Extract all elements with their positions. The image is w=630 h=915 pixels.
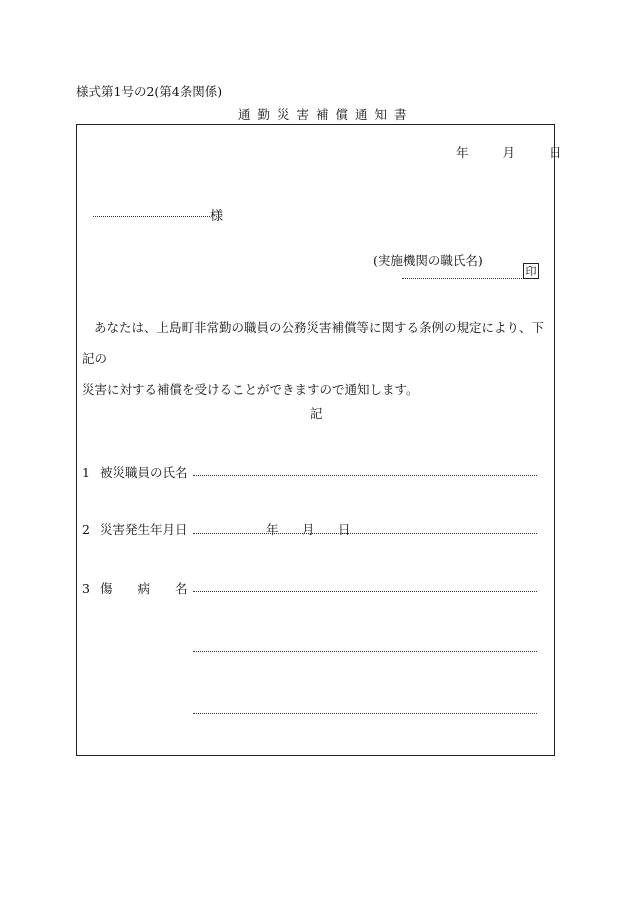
- issuer-name-line[interactable]: [402, 278, 522, 279]
- item-2-label: 災害発生年月日: [100, 522, 188, 537]
- item-2: [82, 520, 188, 538]
- form-number: 様式第1号の2(第4条関係): [76, 84, 223, 99]
- notice-date: [456, 143, 561, 161]
- item-3-label: 傷 病 名: [100, 581, 188, 596]
- date-month: 月: [502, 145, 515, 160]
- item-1: [82, 463, 188, 481]
- incident-date-year: 年: [266, 522, 279, 537]
- body-line-1: あなたは、上島町非常勤の職員の公務災害補償等に関する条例の規定により、下記の: [82, 320, 545, 366]
- victim-name-field[interactable]: [193, 475, 537, 476]
- incident-date-month: 月: [302, 522, 315, 537]
- body-line-2: 災害に対する補償を受けることができますので通知します。: [82, 382, 419, 397]
- item-1-number: 1: [82, 465, 90, 480]
- date-year: 年: [456, 145, 469, 160]
- notice-body: [82, 312, 552, 405]
- document-title: 通勤災害補償通知書: [238, 107, 414, 122]
- seal-stamp: 印: [523, 263, 539, 279]
- injury-name-field-2[interactable]: [193, 651, 537, 652]
- injury-name-field-1[interactable]: [193, 591, 537, 592]
- ki-heading: 記: [310, 406, 323, 421]
- item-3-number: 3: [82, 581, 90, 596]
- incident-date-day: 日: [338, 522, 351, 537]
- date-day: 日: [548, 145, 562, 160]
- incident-date-field[interactable]: [193, 533, 537, 534]
- recipient-name-line[interactable]: [93, 216, 210, 217]
- recipient-honorific: 様: [210, 209, 224, 224]
- injury-name-field-3[interactable]: [193, 713, 537, 714]
- issuer-label: (実施機関の職氏名): [373, 253, 483, 268]
- form-frame: [76, 124, 555, 756]
- item-3: [82, 579, 188, 597]
- item-2-number: 2: [82, 522, 90, 537]
- item-1-label: 被災職員の氏名: [100, 465, 188, 480]
